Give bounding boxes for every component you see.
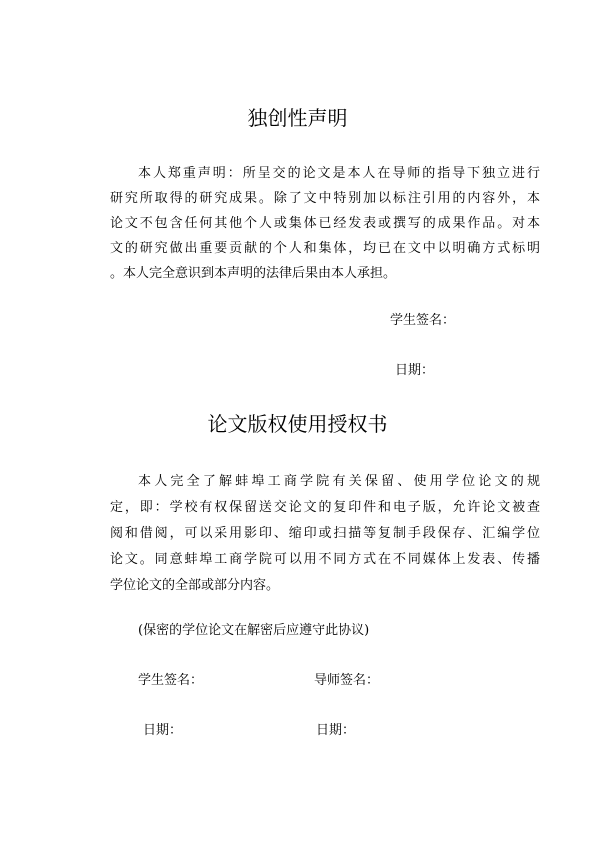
authorization-title: 论文版权使用授权书	[207, 412, 388, 436]
student-signature-label: 学生签名：	[390, 313, 456, 328]
date-label: 日期：	[395, 363, 435, 378]
supervisor-signature-label: 导师签名：	[314, 673, 380, 688]
declaration-title: 独创性声明	[247, 106, 348, 130]
authorization-paragraph-line: 本人完全了解蚌埠工商学院有关保留、使用学位论文的规	[138, 474, 540, 489]
declaration-paragraph-line: 本人郑重声明：所呈交的论文是本人在导师的指导下独立进行	[138, 166, 540, 181]
confidentiality-note: (保密的学位论文在解密后应遵守此协议)	[138, 623, 370, 638]
authorization-paragraph-line: 论文。同意蚌埠工商学院可以用不同方式在不同媒体上发表、传播	[110, 552, 540, 567]
student-date-label: 日期：	[143, 723, 183, 738]
supervisor-date-label: 日期：	[316, 723, 356, 738]
declaration-paragraph-line: 文的研究做出重要贡献的个人和集体，均已在文中以明确方式标明	[110, 241, 540, 256]
declaration-paragraph-line: 论文不包含任何其他个人或集体已经发表或撰写的成果作品。对本	[110, 216, 540, 231]
declaration-paragraph-line: 。本人完全意识到本声明的法律后果由本人承担。	[110, 266, 397, 281]
authorization-paragraph-line: 学位论文的全部或部分内容。	[110, 578, 280, 593]
authorization-paragraph-line: 定，即：学校有权保留送交论文的复印件和电子版，允许论文被查	[110, 500, 540, 515]
declaration-paragraph-line: 研究所取得的研究成果。除了文中特别加以标注引用的内容外，本	[110, 191, 540, 206]
student-signature-label: 学生签名：	[138, 673, 204, 688]
authorization-paragraph-line: 阅和借阅，可以采用影印、缩印或扫描等复制手段保存、汇编学位	[110, 526, 540, 541]
